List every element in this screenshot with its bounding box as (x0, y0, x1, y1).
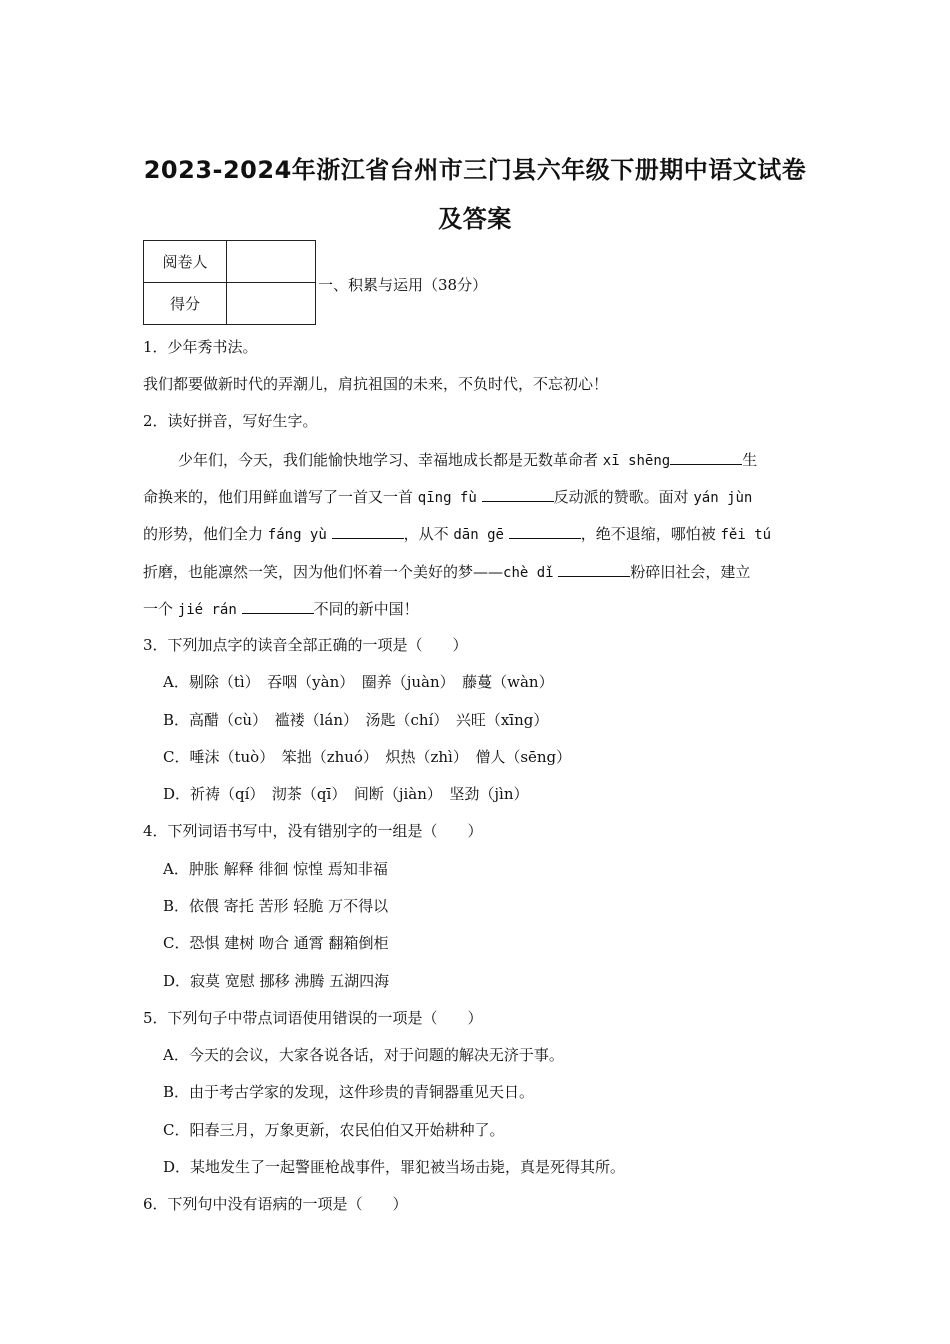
q4-stem: 4．下列词语书写中，没有错别字的一组是（ ） (143, 822, 483, 840)
q2-paragraph-line2 (143, 486, 752, 508)
answer-blank[interactable] (332, 523, 404, 539)
q2-paragraph-line3 (143, 523, 771, 545)
pinyin: dān gē (453, 527, 504, 543)
pinyin: xī shēng (602, 453, 671, 469)
score-label: 得分 (144, 283, 227, 325)
pinyin: chè dǐ (503, 565, 554, 581)
q4-option-c: C．恐惧 建树 吻合 通霄 翻箱倒柜 (163, 934, 389, 952)
q2-paragraph-line1 (178, 449, 757, 471)
q1-stem: 1．少年秀书法。 (143, 338, 258, 356)
q6-stem: 6．下列句中没有语病的一项是（ ） (143, 1195, 408, 1213)
answer-blank[interactable] (482, 486, 554, 502)
q1-text: 我们都要做新时代的弄潮儿，肩抗祖国的未来，不负时代，不忘初心！ (143, 375, 609, 393)
score-cell (227, 283, 316, 325)
q3-option-c: C．唾沫（tuò） 笨拙（zhuó） 炽热（zhì） 僧人（sēng） (163, 748, 572, 766)
q2-paragraph-line5 (143, 598, 419, 620)
reviewer-cell (227, 241, 316, 283)
score-table (143, 240, 316, 325)
q2-text: ，从不 (403, 525, 454, 543)
q2-paragraph-line4 (143, 561, 750, 583)
pinyin: yán jùn (693, 490, 753, 506)
answer-blank[interactable] (509, 523, 581, 539)
q5-option-c: C．阳春三月，万象更新，农民伯伯又开始耕种了。 (163, 1121, 505, 1139)
q3-option-d: D．祈祷（qí） 沏茶（qī） 间断（jiàn） 坚劲（jìn） (163, 785, 529, 803)
q2-text: 不同的新中国！ (313, 600, 419, 618)
q2-text: 一个 (143, 600, 178, 618)
page-title-line2: 及答案 (438, 205, 512, 233)
q5-stem: 5．下列句子中带点词语使用错误的一项是（ ） (143, 1009, 483, 1027)
pinyin: qīng fù (417, 490, 477, 506)
pinyin: fáng yù (267, 527, 327, 543)
q3-option-b: B．高醋（cù） 褴褛（lán） 汤匙（chí） 兴旺（xīng） (163, 711, 549, 729)
q2-text: 少年们，今天，我们能愉快地学习、幸福地成长都是无数革命者 (178, 451, 603, 469)
page-title: 2023-2024年浙江省台州市三门县六年级下册期中语文试卷 (143, 156, 807, 184)
section-heading: 一、积累与运用（38分） (318, 276, 488, 294)
q4-option-b: B．依偎 寄托 苦形 轻脆 万不得以 (163, 897, 389, 915)
answer-blank[interactable] (670, 449, 742, 465)
q2-text: 的形势，他们全力 (143, 525, 268, 543)
q2-text: 折磨，也能凛然一笑，因为他们怀着一个美好的梦—— (143, 563, 504, 581)
q2-text: 生 (742, 451, 758, 469)
pinyin: jié rán (177, 602, 237, 618)
q5-option-a: A．今天的会议，大家各说各话，对于问题的解决无济于事。 (163, 1046, 564, 1064)
q2-stem: 2．读好拼音，写好生字。 (143, 412, 318, 430)
q3-option-a: A．剔除（tì） 吞咽（yàn） 圈养（juàn） 藤蔓（wàn） (163, 673, 554, 691)
q4-option-a: A．肿胀 解释 徘徊 惊惶 焉知非福 (163, 860, 388, 878)
answer-blank[interactable] (242, 598, 314, 614)
answer-blank[interactable] (558, 561, 630, 577)
q3-stem: 3．下列加点字的读音全部正确的一项是（ ） (143, 636, 468, 654)
q2-text: 命换来的，他们用鲜血谱写了一首又一首 (143, 488, 418, 506)
q5-option-b: B．由于考古学家的发现，这件珍贵的青铜器重见天日。 (163, 1083, 535, 1101)
q2-text: 粉碎旧社会，建立 (630, 563, 751, 581)
q2-text: ，绝不退缩，哪怕被 (580, 525, 721, 543)
q4-option-d: D．寂莫 宽慰 挪移 沸腾 五湖四海 (163, 972, 390, 990)
reviewer-label: 阅卷人 (144, 241, 227, 283)
pinyin: fěi tú (720, 527, 772, 543)
q5-option-d: D．某地发生了一起警匪枪战事件，罪犯被当场击毙，真是死得其所。 (163, 1158, 626, 1176)
q2-text: 反动派的赞歌。面对 (553, 488, 694, 506)
